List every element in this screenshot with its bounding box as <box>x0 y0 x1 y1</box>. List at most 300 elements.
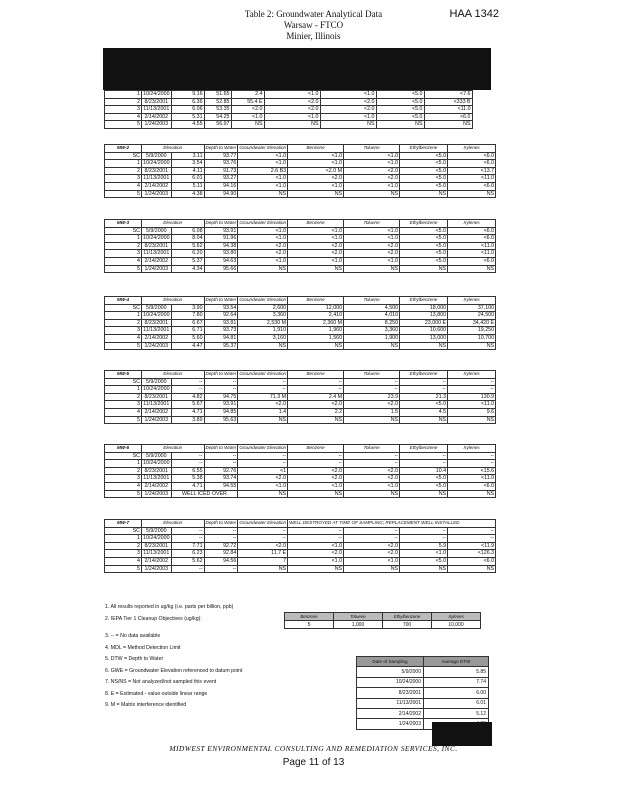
note: 6. GWE = Groundwater Elevation referenced to datum point <box>105 667 243 674</box>
table-cell: <11.0 <box>448 242 496 250</box>
table-cell: 1,960 <box>288 327 344 335</box>
column-header: Ethylbenzene <box>400 145 448 153</box>
dtw-value: 5.85 <box>424 667 489 677</box>
table-cell: NS <box>376 121 424 129</box>
column-header: Elevation <box>142 220 205 228</box>
column-header: Toluene <box>344 145 400 153</box>
table-cell: <1.0 <box>344 160 400 168</box>
company-footer: MIDWEST ENVIRONMENTAL CONSULTING AND REMEDIATION SERVICES, INC. <box>169 744 458 753</box>
well-table <box>104 296 496 350</box>
table-cell: 130.9 <box>448 393 496 401</box>
table-cell: <2.0 <box>344 401 400 409</box>
well-header-row <box>105 145 496 153</box>
column-header: Depth to Water <box>204 220 238 228</box>
table-cell: 2/14/2002 <box>142 182 172 190</box>
table-cell: 52.85 <box>204 98 231 106</box>
table-cell: 9.16 <box>171 91 204 99</box>
table-row <box>105 265 496 273</box>
tier1-objectives-table <box>284 612 481 629</box>
table-cell: 2,360 M <box>288 319 344 327</box>
table-cell: <2.0 <box>238 401 288 409</box>
table-cell: 23,000 E <box>400 319 448 327</box>
table-cell: <2.0 <box>288 475 344 483</box>
table-cell: 4 <box>105 557 142 565</box>
table-cell: NS <box>344 342 400 350</box>
table-cell: NS <box>238 265 288 273</box>
column-header: Xylenes <box>448 220 496 228</box>
column-header: Benzene <box>288 445 344 453</box>
table-cell: 71.3 M <box>238 393 288 401</box>
table-cell: 95.37 <box>204 342 238 350</box>
table-cell: NS <box>344 190 400 198</box>
table-cell: <2.0 <box>238 475 288 483</box>
table-cell: 1 <box>105 312 142 320</box>
table-cell: 8/23/2001 <box>142 319 172 327</box>
table-cell: <1 <box>238 467 288 475</box>
table-cell: NS <box>238 565 288 573</box>
table-cell: <2.0 <box>288 467 344 475</box>
table-cell: 34,420 E <box>448 319 496 327</box>
table-cell: 3.90 <box>171 304 204 312</box>
table-row <box>105 91 473 99</box>
table-row <box>105 460 496 468</box>
table-cell: -- <box>204 535 238 543</box>
note: 5. DTW = Depth to Water <box>105 656 164 662</box>
table-cell: 5/9/2000 <box>142 152 172 160</box>
table-cell: 8/23/2001 <box>142 467 172 475</box>
table-cell: 4 <box>105 113 142 121</box>
table-cell: -- <box>400 378 448 386</box>
table-cell: 4.55 <box>171 121 204 129</box>
table-cell: <5.0 <box>376 113 424 121</box>
table-cell: <2.0 <box>231 106 264 114</box>
table-cell: 8/23/2001 <box>142 167 172 175</box>
table-cell: 93.27 <box>204 175 238 183</box>
table-cell: 1/24/2003 <box>142 490 172 498</box>
table-cell: <1.0 <box>238 227 288 235</box>
table-row <box>105 467 496 475</box>
table-cell: -- <box>204 452 238 460</box>
table-cell: NS <box>320 121 376 129</box>
table-cell: 1/24/2003 <box>142 121 172 129</box>
table-cell: 10,600 <box>400 327 448 335</box>
table-cell: -- <box>344 535 400 543</box>
table-cell: -- <box>204 378 238 386</box>
table-row <box>105 393 496 401</box>
table-cell: <6.0 <box>448 482 496 490</box>
table-cell: <11.0 <box>448 401 496 409</box>
table-cell: 7 <box>238 557 288 565</box>
table-row <box>105 408 496 416</box>
table-cell: 1/24/2003 <box>142 416 172 424</box>
table-cell: 5.62 <box>171 242 204 250</box>
column-header: Toluene <box>344 297 400 305</box>
note: 7. NS/NS = Not analyzed/not sampled this event <box>105 679 217 685</box>
table-cell: 8/23/2001 <box>142 242 172 250</box>
table-cell: 1.4 <box>238 408 288 416</box>
table-cell: 92.76 <box>204 467 238 475</box>
table-cell: 1,560 <box>288 334 344 342</box>
table-cell: 8/23/2001 <box>142 98 172 106</box>
table-cell: <6.0 <box>448 182 496 190</box>
table-cell: 92.72 <box>204 542 238 550</box>
table-cell: 5/9/2000 <box>142 452 172 460</box>
table-cell: -- <box>238 452 288 460</box>
table-row <box>105 342 496 350</box>
table-cell: <2.0 <box>264 98 320 106</box>
table-cell: NS <box>400 190 448 198</box>
table-cell: NS <box>288 265 344 273</box>
table-row <box>105 227 496 235</box>
column-header: Depth to Water <box>204 145 238 153</box>
table-cell: NS <box>400 342 448 350</box>
table-cell: 93.91 <box>204 227 238 235</box>
table-cell: 3.54 <box>171 160 204 168</box>
column-header: Xylenes <box>448 445 496 453</box>
table-cell: <1.0 <box>344 482 400 490</box>
table-cell: 2 <box>105 167 142 175</box>
table-cell: NS <box>448 190 496 198</box>
table-cell: -- <box>448 460 496 468</box>
well-table <box>104 144 496 198</box>
table-cell: 1 <box>105 535 142 543</box>
table-cell: <1.0 <box>344 227 400 235</box>
table-row <box>105 235 496 243</box>
table-cell: NS <box>238 416 288 424</box>
column-header: Depth to Water <box>204 445 238 453</box>
table-cell: <2.0 <box>288 250 344 258</box>
table-cell: <2.0 <box>238 542 288 550</box>
table-cell: 5/9/2000 <box>142 378 172 386</box>
table-cell: 11/13/2001 <box>143 327 170 334</box>
table-cell: 6.67 <box>171 319 204 327</box>
table-cell: 6.71 <box>171 327 204 335</box>
table-cell: <1.0 <box>344 557 400 565</box>
site-name: Warsaw - FTCO <box>283 20 344 30</box>
table-cell: 6.01 <box>171 175 204 183</box>
column-header: Groundwater Elevation <box>238 297 288 305</box>
table-cell: 2/14/2002 <box>142 334 172 342</box>
table-cell: 94.85 <box>204 408 238 416</box>
table-cell: 3 <box>105 175 142 183</box>
table-cell: <1.0 <box>238 235 288 243</box>
column-header: Toluene <box>344 445 400 453</box>
table-cell: 93.80 <box>204 250 238 258</box>
table-cell: <1.0 <box>288 227 344 235</box>
table-cell: -- <box>238 386 288 394</box>
table-cell: -- <box>204 565 238 573</box>
note: 3. -- = No data available <box>105 633 161 639</box>
note: 8. E = Estimated - value outside linear range <box>105 690 208 697</box>
table-cell: 1.5 <box>344 408 400 416</box>
table-cell: <1.0 <box>288 160 344 168</box>
table-cell: 21.3 <box>400 393 448 401</box>
table-cell: <5.0 <box>400 250 448 258</box>
table-cell: -- <box>204 527 238 535</box>
table-cell: 10/24/2000 <box>143 160 170 167</box>
column-header: Xylenes <box>448 145 496 153</box>
table-row <box>105 475 496 483</box>
table-cell: <2.0 <box>344 475 400 483</box>
table-cell: <5.0 <box>376 98 424 106</box>
tier1-header: Ethylbenzene <box>383 613 432 621</box>
table-cell: <2.0 <box>238 250 288 258</box>
table-cell: 2/14/2002 <box>142 408 172 416</box>
table-cell: <1.0 <box>238 482 288 490</box>
table-row <box>105 312 496 320</box>
table-cell: 93.76 <box>204 160 238 168</box>
table-cell: <1.0 <box>238 175 288 183</box>
table-cell: 9.6 <box>448 408 496 416</box>
column-header: Elevation <box>142 297 205 305</box>
table-cell: 92.64 <box>204 312 238 320</box>
table-cell: NS <box>344 416 400 424</box>
table-cell: <2.0 <box>320 106 376 114</box>
column-header: Elevation <box>142 520 205 528</box>
table-cell: 3.89 <box>171 416 204 424</box>
table-cell: 2,530 M <box>238 319 288 327</box>
column-header: Elevation <box>142 145 205 153</box>
table-cell: SC <box>105 227 142 235</box>
table-cell: -- <box>171 460 204 468</box>
well-header-row <box>105 297 496 305</box>
table-cell: -- <box>171 527 204 535</box>
column-header: Groundwater Elevation <box>238 445 288 453</box>
table-cell: <1.0 <box>238 182 288 190</box>
table-cell: 3,360 <box>238 312 288 320</box>
table-cell: 91.96 <box>204 235 238 243</box>
column-header: Xylenes <box>448 297 496 305</box>
table-cell: 6.20 <box>171 250 204 258</box>
table-cell: 10,700 <box>448 334 496 342</box>
table-cell: <1.0 <box>344 235 400 243</box>
table-row <box>105 550 496 558</box>
table-cell: -- <box>344 378 400 386</box>
table-cell: <5.0 <box>400 175 448 183</box>
table-cell: 11/13/2001 <box>143 106 170 113</box>
table-cell: -- <box>448 378 496 386</box>
table-cell: -- <box>171 452 204 460</box>
table-cell: SC <box>105 527 142 535</box>
table-row <box>105 160 496 168</box>
table-cell: 4.82 <box>171 393 204 401</box>
table-cell: 93.91 <box>204 401 238 409</box>
table-cell: 4.47 <box>171 342 204 350</box>
table-cell: 4.71 <box>171 408 204 416</box>
well-table <box>104 219 496 273</box>
table-cell: -- <box>448 535 496 543</box>
table-cell: <6.0 <box>448 235 496 243</box>
table-cell: <2.0 <box>344 250 400 258</box>
table-cell: -- <box>448 452 496 460</box>
table-cell: -- <box>288 535 344 543</box>
table-cell: -- <box>344 460 400 468</box>
table-cell: <6.0 <box>448 160 496 168</box>
table-cell: <1.0 <box>288 542 344 550</box>
table-cell: <1.0 <box>231 113 264 121</box>
table-row <box>105 167 496 175</box>
table-cell: 3 <box>105 250 142 258</box>
table-cell: 3 <box>105 106 142 114</box>
table-cell: 1 <box>105 460 142 468</box>
table-cell: 2.6 B3 <box>238 167 288 175</box>
tier1-value: 1,000 <box>334 621 383 629</box>
column-header: Depth to Water <box>204 520 238 528</box>
note: 4. MDL = Method Detection Limit <box>105 644 181 651</box>
table-cell: 4.11 <box>171 167 204 175</box>
table-cell: 5 <box>105 342 142 350</box>
table-cell: <11.0 <box>448 250 496 258</box>
well-id: MW-4 <box>105 297 142 305</box>
table-cell: -- <box>344 452 400 460</box>
table-cell: 13,800 <box>400 312 448 320</box>
table-cell: -- <box>171 386 204 394</box>
table-cell: -- <box>344 527 400 535</box>
column-header: Ethylbenzene <box>400 297 448 305</box>
table-cell: 2 <box>105 542 142 550</box>
table-cell: NS <box>448 490 496 498</box>
table-cell: 3 <box>105 475 142 483</box>
table-cell: <7.6 <box>424 91 472 99</box>
table-cell: 2,600 <box>238 304 288 312</box>
table-cell: 2.4 M <box>288 393 344 401</box>
table-cell: -- <box>400 527 448 535</box>
table-cell: <2.0 <box>238 242 288 250</box>
column-header: Elevation <box>142 371 205 379</box>
table-cell: 93.77 <box>204 152 238 160</box>
table-cell: <11.0 <box>448 175 496 183</box>
table-cell: <333 B <box>424 98 472 106</box>
table-cell: <1.0 <box>264 91 320 99</box>
table-cell: <1.0 <box>238 160 288 168</box>
table-cell: 11/13/2001 <box>143 250 170 257</box>
table-cell: 5 <box>105 190 142 198</box>
table-cell: 11.7 E <box>238 550 288 558</box>
tier1-header: Toluene <box>334 613 383 621</box>
table-cell: 1 <box>105 91 142 99</box>
table-cell: NS <box>344 490 400 498</box>
table-cell: NS <box>344 265 400 273</box>
well-table <box>104 370 496 424</box>
well-id: MW-2 <box>105 145 142 153</box>
dtw-date: 8/23/2001 <box>357 688 424 698</box>
table-cell: <1.0 <box>288 257 344 265</box>
column-header: Benzene <box>288 371 344 379</box>
table-cell: 2.4 <box>231 91 264 99</box>
table-cell: 1,910 <box>238 327 288 335</box>
table-cell: 2,410 <box>288 312 344 320</box>
tier1-value: 10,000 <box>432 621 481 629</box>
well-table <box>104 444 496 498</box>
dtw-date: 10/24/2000 <box>357 677 424 687</box>
well-id: MW-3 <box>105 220 142 228</box>
table-cell: -- <box>171 565 204 573</box>
table-cell: <1.0 <box>288 482 344 490</box>
table-cell: <1.0 <box>238 152 288 160</box>
column-header: Depth to Water <box>204 297 238 305</box>
table-cell: <1.0 <box>400 550 448 558</box>
table-cell: 3,360 <box>344 327 400 335</box>
table-cell: 1/24/2003 <box>142 342 172 350</box>
dtw-date: 1/24/2003 <box>357 719 424 729</box>
table-cell: 5.67 <box>171 401 204 409</box>
table-cell: NS <box>238 190 288 198</box>
table-cell: <5.0 <box>400 401 448 409</box>
table-row <box>105 152 496 160</box>
well-id: MW-7 <box>105 520 142 528</box>
table-row <box>105 378 496 386</box>
tier1-header: Benzene <box>285 613 334 621</box>
column-header: Ethylbenzene <box>400 371 448 379</box>
redacted-block <box>432 722 492 746</box>
table-cell: <5.0 <box>400 167 448 175</box>
table-cell: <2.0 <box>344 542 400 550</box>
table-cell: <5.0 <box>400 227 448 235</box>
table-cell: 6.06 <box>171 106 204 114</box>
well-header-row <box>105 520 496 528</box>
table-row <box>105 386 496 394</box>
table-cell: 5 <box>105 490 142 498</box>
table-row <box>105 304 496 312</box>
table-cell: 5/9/2000 <box>142 227 172 235</box>
table-row <box>105 416 496 424</box>
table-cell: <2.0 <box>344 167 400 175</box>
note: 2. IEPA Tier 1 Cleanup Objectives (ug/kg): <box>105 615 202 622</box>
table-cell: 1,900 <box>344 334 400 342</box>
column-header: Ethylbenzene <box>400 445 448 453</box>
table-cell: <2.0 <box>288 401 344 409</box>
table-cell: 4 <box>105 482 142 490</box>
table-cell: <2.0 <box>344 242 400 250</box>
well-table <box>104 90 473 129</box>
table-cell: 2 <box>105 467 142 475</box>
table-cell: -- <box>288 460 344 468</box>
table-cell: NS <box>288 490 344 498</box>
table-row <box>105 542 496 550</box>
site-location: Minier, Illinois <box>286 31 341 41</box>
table-cell: <2.0 M <box>288 167 344 175</box>
table-row <box>105 490 496 498</box>
table-cell: 91.73 <box>204 167 238 175</box>
table-cell: <5.0 <box>400 257 448 265</box>
table-cell: <2.0 <box>344 467 400 475</box>
column-header: Groundwater Elevation <box>238 371 288 379</box>
column-header: Groundwater Elevation <box>238 145 288 153</box>
table-cell: 56.97 <box>204 121 231 129</box>
table-cell: 11/13/2001 <box>143 401 170 408</box>
table-cell: <1.0 <box>288 235 344 243</box>
table-cell: <1.0 <box>344 182 400 190</box>
table-row <box>105 190 496 198</box>
table-cell: <2.0 <box>288 242 344 250</box>
table-cell: 4.71 <box>171 482 204 490</box>
table-cell: <5.0 <box>376 106 424 114</box>
table-cell: <5.0 <box>400 160 448 168</box>
table-cell: 5.38 <box>171 475 204 483</box>
column-header: Groundwater Elevation <box>238 520 288 528</box>
table-cell: -- <box>238 535 288 543</box>
table-cell: 24,500 <box>448 312 496 320</box>
table-cell: <1.0 <box>288 557 344 565</box>
table-cell: 11/13/2001 <box>143 175 170 182</box>
table-cell: 4,500 <box>344 304 400 312</box>
table-cell: 4 <box>105 182 142 190</box>
table-cell: <2.0 <box>264 106 320 114</box>
dtw-date: 5/9/2000 <box>357 667 424 677</box>
document-id: HAA 1342 <box>449 8 499 20</box>
table-cell: NS <box>238 342 288 350</box>
table-cell: NS <box>400 416 448 424</box>
